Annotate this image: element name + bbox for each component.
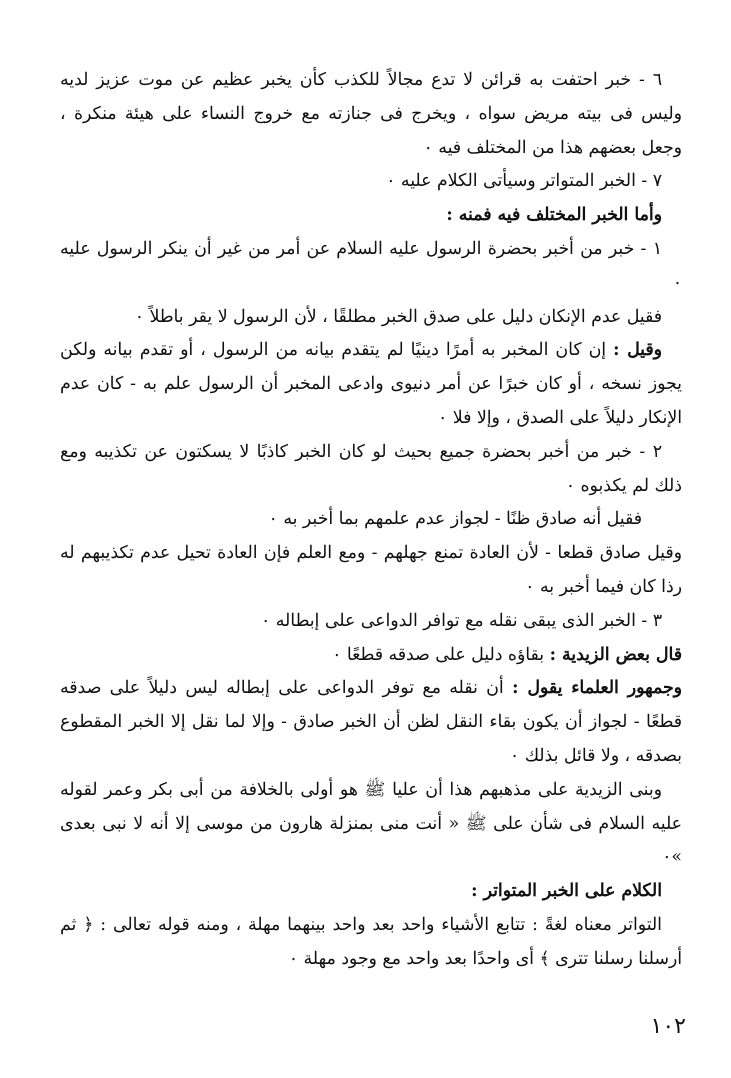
- paragraph-item-7: ٧ - الخبر المتواتر وسيأتى الكلام عليه ٠: [386, 171, 662, 192]
- paragraph-disputed-item-3: ٣ - الخبر الذى يبقى نقله مع توافر الدواعى على إبطاله ٠: [260, 610, 662, 631]
- paragraph-opinion-4: وقيل صادق قطعا - لأن العادة تمنع جهلهم - ومع العلم فإن العادة تحيل عدم تكذيبهم له رذا كان فيما أخبر به ٠: [60, 543, 682, 597]
- section-heading-disputed-reports: وأما الخبر المختلف فيه فمنه :: [446, 205, 662, 226]
- paragraph-text: بقاؤه دليل على صدقه قطعًا ٠: [332, 644, 550, 665]
- page-body-text: [60, 64, 682, 977]
- paragraph-item-6: ٦ - خبر احتفت به قرائن لا تدع مجالاً للكذب كأن يخبر عظيم عن موت عزيز لديه وليس فى بيته مريض سواه ، ويخرج فى جنازته مع خروج النساء على هيئة منكرة ، وجعل بعضهم هذا من المختلف فيه ٠: [60, 70, 682, 158]
- paragraph-text: أن نقله مع توفر الدواعى على إبطاله ليس دليلاً على صدقه قطعًا - لجواز أن يكون بقاء النقل لظن أن الخبر صادق - وإلا لما نقل إلا الخبر المقطوع بصدقه ، ولا قائل بذلك ٠: [60, 678, 682, 766]
- paragraph-text: إن كان المخبر به أمرًا دينيًا لم يتقدم بيانه من الرسول ، أو تقدم بيانه ولكن يجوز نسخه ، أو كان خبرًا عن أمر دنيوى وادعى المخبر أن الرسول علم به - كان عدم الإنكار دليلاً على الصدق ، وإلا فلا ٠: [60, 340, 682, 428]
- paragraph-disputed-item-2: ٢ - خبر من أخبر بحضرة جميع بحيث لو كان الخبر كاذبًا لا يسكتون عن تكذيبه ومع ذلك لم يكذبوه ٠: [60, 441, 682, 496]
- paragraph-zaydi-conclusion: وبنى الزيدية على مذهبهم هذا أن عليا ﷺ هو أولى بالخلافة من أبى بكر وعمر لقوله عليه السلام فى شأن على ﷺ « أنت منى بمنزلة هارون من موسى إلا أنه لا نبى بعدى »٠: [60, 779, 682, 868]
- paragraph-disputed-item-1: ١ - خبر من أخبر بحضرة الرسول عليه السلام عن أمر من غير أن ينكر الرسول عليه ٠: [60, 238, 682, 293]
- paragraph-majority-view: [60, 672, 682, 773]
- bold-lead-term: وجمهور العلماء يقول :: [512, 678, 682, 699]
- section-heading-mutawatir: الكلام على الخبر المتواتر :: [471, 881, 662, 902]
- paragraph-zaydi-view: [60, 639, 682, 673]
- paragraph-opinion-1: فقيل عدم الإنكان دليل على صدق الخبر مطلقًا ، لأن الرسول لا يقر باطلاً ٠: [134, 306, 662, 327]
- page-number: ١٠٢: [650, 1014, 686, 1039]
- paragraph-opinion-3: فقيل أنه صادق ظنًا - لجواز عدم علمهم بما أخبر به ٠: [268, 509, 642, 530]
- bold-lead-term: قال بعض الزيدية :: [549, 644, 682, 665]
- bold-lead-term: وقيل :: [613, 340, 662, 361]
- paragraph-opinion-2: [60, 334, 682, 435]
- paragraph-tawatur-definition: التواتر معناه لغةً : تتابع الأشياء واحد بعد واحد بينهما مهلة ، ومنه قوله تعالى : ﴿ ثم أرسلنا رسلنا تترى ﴾ أى واحدًا بعد واحد مع وجود مهلة ٠: [60, 914, 682, 969]
